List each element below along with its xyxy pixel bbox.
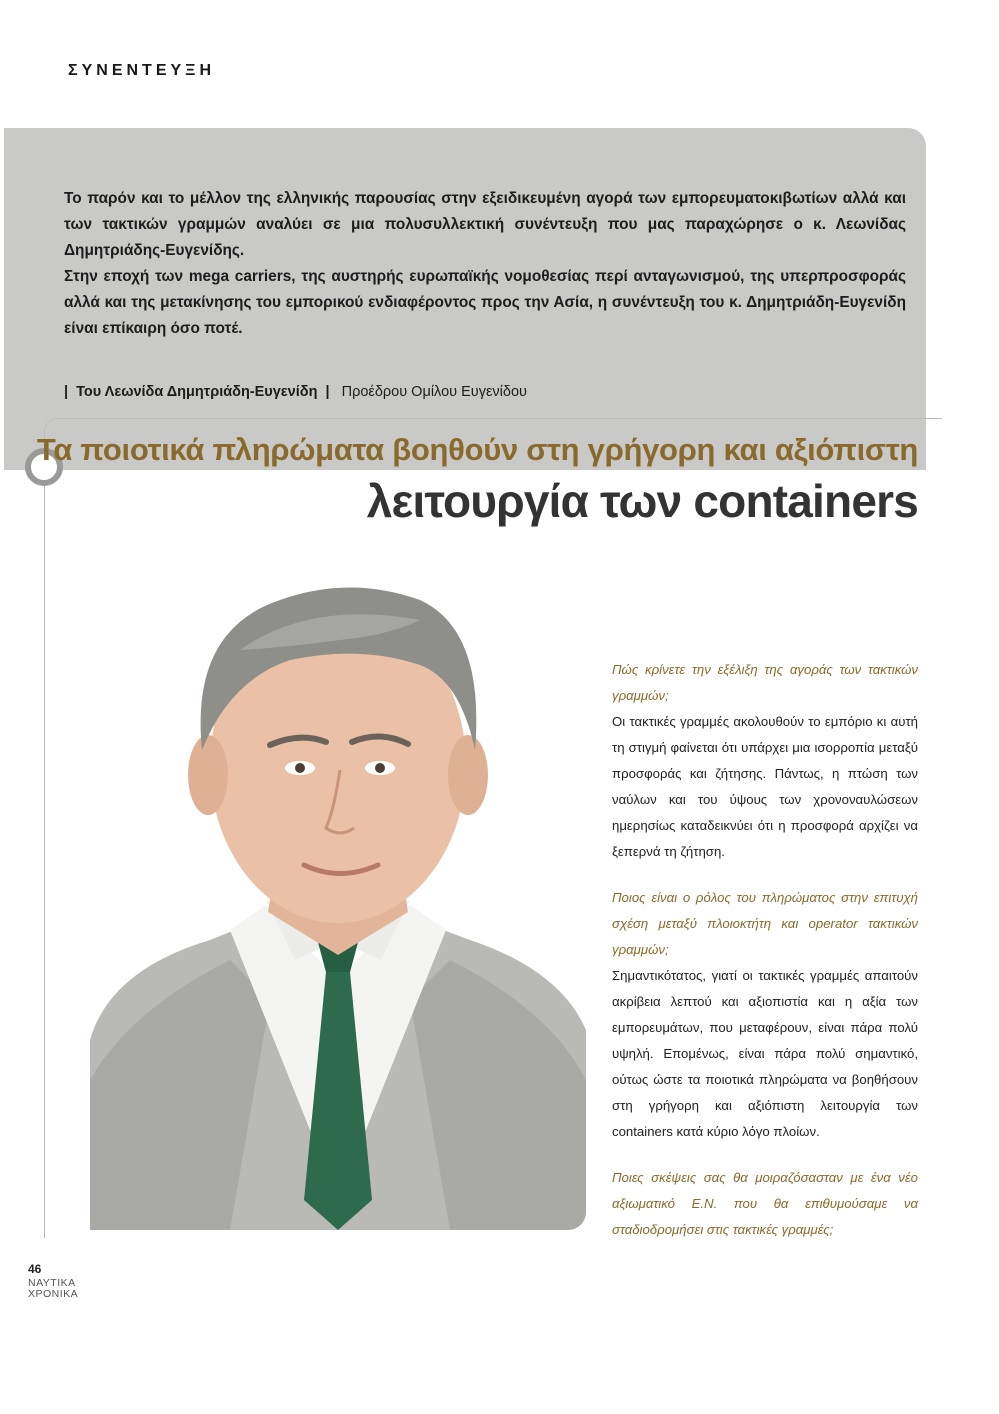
question-3: Ποιες σκέψεις σας θα μοιραζόσασταν με ένα νέο αξιωματικό Ε.Ν. που θα επιθυμούσαμε να σταδιοδρομήσει στις τακτικές γραμμές;	[612, 1170, 918, 1237]
byline	[64, 384, 527, 400]
byline-separator: |	[321, 384, 330, 400]
section-label: ΣΥΝΕΝΤΕΥΞΗ	[68, 62, 216, 79]
question-2: Ποιος είναι ο ρόλος του πληρώματος στην επιτυχή σχέση μεταξύ πλοιοκτήτη και operator τακτικών γραμμών;	[612, 890, 918, 957]
intro-paragraph-1: Το παρόν και το μέλλον της ελληνικής παρουσίας στην εξειδικευμένη αγορά των εμπορευματοκιβωτίων αλλά και των τακτικών γραμμών αναλύει σε μια πολυσυλλεκτική συνέντευξη που μας παραχώρησε ο κ. Λεωνίδας Δημητριάδης-Ευγενίδης.	[64, 190, 906, 259]
magazine-name-line-2: ΧΡΟΝΙΚΑ	[28, 1288, 79, 1300]
headline-line-2: λειτουργία των containers	[366, 475, 918, 527]
page-number: 46	[28, 1262, 42, 1276]
byline-role: Προέδρου Ομίλου Ευγενίδου	[341, 384, 527, 400]
portrait-photo	[90, 560, 586, 1230]
answer-1: Οι τακτικές γραμμές ακολουθούν το εμπόριο κι αυτή τη στιγμή φαίνεται ότι υπάρχει μια ισορροπία μεταξύ προσφοράς και ζήτησης. Πάντως, η πτώση των ναύλων και του ύψους των χρονοναυλώσεων ημερησίως καταδεικνύει ότι η προσφορά αρχίζει να ξεπερνά τη ζήτηση.	[612, 714, 918, 859]
answer-2: Σημαντικότατος, γιατί οι τακτικές γραμμές απαιτούν ακρίβεια λεπτού και αξιοπιστία και η αξία των εμπορευμάτων, που μεταφέρουν, είναι πάρα πολύ υψηλή. Επομένως, είναι πάρα πολύ σημαντικό, ούτως ώστε τα ποιοτικά πληρώματα να βοηθήσουν στη γρήγορη και αξιόπιστη λειτουργία των containers κατά κύριο λόγο πλοίων.	[612, 968, 918, 1139]
headline-line-1: Τα ποιοτικά πληρώματα βοηθούν στη γρήγορη και αξιόπιστη	[36, 432, 918, 467]
intro-paragraph-2: Στην εποχή των mega carriers, της αυστηρής ευρωπαϊκής νομοθεσίας περί ανταγωνισμού, της υπερπροσφοράς αλλά και της μετακίνησης του εμπορικού ενδιαφέροντος προς την Ασία, η συνέντευξη του κ. Δημητριάδη-Ευγενίδη είναι επίκαιρη όσο ποτέ.	[64, 268, 906, 337]
portrait-illustration	[90, 560, 586, 1230]
qa-column	[612, 657, 918, 1243]
magazine-name-line-1: ΝΑΥΤΙΚΑ	[28, 1277, 76, 1289]
intro-text	[64, 186, 906, 342]
byline-separator: |	[64, 384, 69, 400]
magazine-name	[28, 1278, 88, 1300]
byline-author: Του Λεωνίδα Δημητριάδη-Ευγενίδη	[76, 384, 318, 400]
question-1: Πώς κρίνετε την εξέλιξη της αγοράς των τακτικών γραμμών;	[612, 662, 918, 703]
